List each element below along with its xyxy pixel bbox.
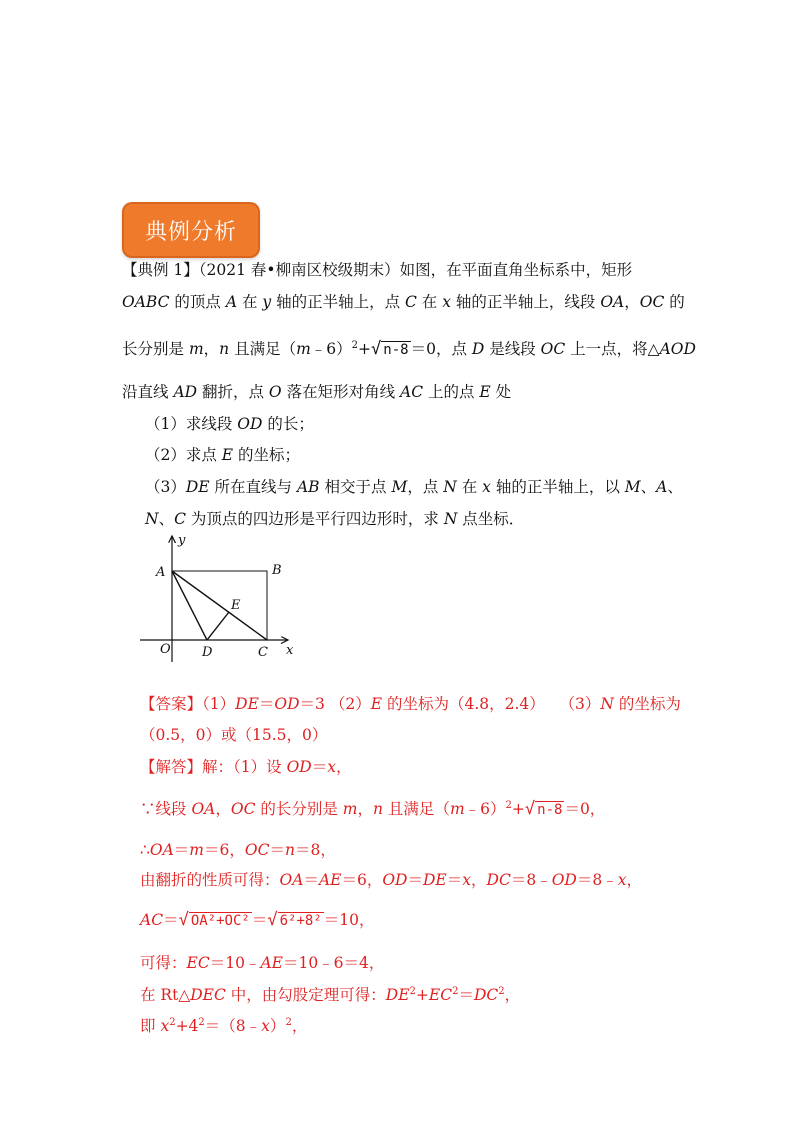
segment-ac	[172, 571, 267, 640]
segment-ad	[172, 571, 207, 640]
geometry-figure	[140, 530, 310, 665]
sqrt-ac-1: √ OA²+OC²	[178, 910, 250, 930]
solution-line-7: 在 Rt△DEC 中，由勾股定理可得：$DE^2+EC^2=DC^2$，	[140, 985, 521, 1004]
label-x: x	[286, 643, 294, 658]
solution-line-2: ∵线段 OA，OC 的长分别是 m，n 且满足（m﹣6）$^2$+ √ n-8 ＝0，	[140, 799, 606, 819]
label-d: D	[202, 645, 213, 660]
label-e: E	[231, 598, 241, 613]
sqrt-expression-2: √ n-8	[524, 799, 563, 819]
answer-line-2: （0.5，0）或（15.5，0）	[140, 726, 328, 744]
question-3-line-2: N、C 为顶点的四边形是平行四边形时，求 N 点坐标．	[145, 510, 525, 528]
solution-line-5: AC＝ √ OA²+OC² ＝ √ 6²+8² ＝10，	[140, 910, 375, 930]
problem-source: （2021 春•柳南区校级期末）	[198, 261, 400, 279]
solution-line-3: ∴OA＝m＝6，OC＝n＝8，	[140, 841, 336, 859]
problem-intro: 如图，在平面直角坐标系中，矩形	[399, 261, 633, 279]
problem-label: 【典例 1】	[122, 261, 199, 279]
sqrt-expression: √ n-8	[371, 339, 409, 359]
sqrt-ac-2: √ 6²+8²	[267, 910, 322, 930]
answer-label: 【答案】	[140, 695, 203, 713]
section-badge: 典例分析	[122, 202, 260, 258]
problem-line-1	[122, 258, 632, 280]
question-3-line-1: （3）DE 所在直线与 AB 相交于点 M，点 N 在 x 轴的正半轴上，以 M、A、	[145, 478, 683, 496]
solution-label: 【解答】	[140, 758, 203, 776]
solution-line-6: 可得：EC＝10﹣AE＝10﹣6＝4，	[140, 954, 385, 972]
problem-line-3: 长分别是 m，n 且满足（m﹣6）$^2$+ √ n-8 ＝0，点 D 是线段 OC 上一点，将△AOD	[122, 339, 696, 359]
problem-line-2: OABC 的顶点 A 在 y 轴的正半轴上，点 C 在 x 轴的正半轴上，线段 OA，OC 的	[122, 293, 685, 311]
problem-line-4: 沿直线 AD 翻折，点 O 落在矩形对角线 AC 上的点 E 处	[122, 383, 512, 401]
solution-line-4: 由翻折的性质可得：OA＝AE＝6，OD＝DE＝x，DC＝8﹣OD＝8﹣x，	[140, 871, 642, 889]
segment-de	[207, 612, 229, 640]
answer-line-1: 【答案】（1）DE＝OD＝3 （2）E 的坐标为（4.8，2.4） （3）N 的坐标为	[140, 695, 681, 713]
solution-line-8: 即 $x^2+4^2=(8﹣x)^2$，	[140, 1016, 308, 1035]
question-1: （1）求线段 OD 的长；	[145, 415, 314, 433]
label-c: C	[258, 645, 268, 660]
label-a: A	[156, 565, 166, 580]
question-2: （2）求点 E 的坐标；	[145, 446, 301, 464]
label-y: y	[178, 533, 186, 548]
label-b: B	[272, 563, 282, 578]
solution-line-1: 【解答】解：（1）设 OD＝x，	[140, 758, 352, 776]
label-o: O	[160, 642, 171, 657]
